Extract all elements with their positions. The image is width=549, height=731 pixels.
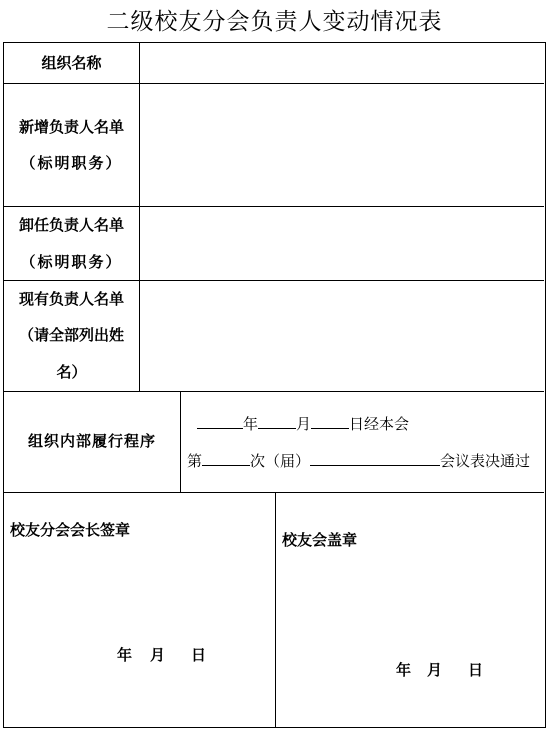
column-divider bbox=[275, 492, 276, 728]
row-divider bbox=[4, 492, 544, 493]
month-label: 月 bbox=[296, 415, 312, 433]
change-form-table bbox=[3, 42, 546, 728]
current-leaders-label-line3: 名） bbox=[56, 363, 87, 381]
column-divider bbox=[180, 391, 181, 492]
session-number-blank[interactable] bbox=[202, 451, 250, 466]
form-title: 二级校友分会负责人变动情况表 bbox=[106, 9, 443, 35]
procedure-session-line bbox=[187, 450, 530, 471]
meeting-name-blank[interactable] bbox=[310, 451, 440, 466]
current-leaders-field[interactable] bbox=[141, 282, 543, 390]
row-divider bbox=[4, 83, 544, 84]
org-name-field[interactable] bbox=[141, 44, 543, 82]
month-blank[interactable] bbox=[258, 414, 296, 429]
former-leaders-area[interactable] bbox=[141, 208, 543, 279]
current-leaders-label-line2: （请全部列出姓 bbox=[18, 326, 124, 344]
seal-date-day: 日 bbox=[468, 661, 484, 679]
session-suffix: 次（届） bbox=[250, 452, 311, 470]
alumni-seal-area[interactable] bbox=[277, 494, 544, 727]
day-blank[interactable] bbox=[311, 414, 349, 429]
vote-passed-text: 会议表决通过 bbox=[440, 452, 531, 470]
session-prefix: 第 bbox=[187, 452, 203, 470]
new-leaders-label-line2: （标明职务） bbox=[20, 154, 123, 172]
president-signature-area[interactable] bbox=[5, 494, 273, 727]
president-date-year: 年 bbox=[117, 646, 133, 664]
procedure-label: 组织内部履行程序 bbox=[27, 432, 156, 450]
day-meeting-text: 日经本会 bbox=[349, 415, 410, 433]
new-leaders-label-line1: 新增负责人名单 bbox=[18, 118, 124, 136]
current-leaders-label-line1: 现有负责人名单 bbox=[18, 290, 124, 308]
alumni-seal-label: 校友会盖章 bbox=[282, 531, 358, 549]
org-name-label: 组织名称 bbox=[41, 54, 102, 72]
seal-date-year: 年 bbox=[396, 661, 412, 679]
column-divider bbox=[139, 43, 140, 391]
seal-date-month: 月 bbox=[427, 661, 443, 679]
year-blank[interactable] bbox=[197, 414, 243, 429]
former-leaders-label-line2: （标明职务） bbox=[20, 253, 123, 271]
new-leaders-field[interactable] bbox=[141, 85, 543, 205]
alumni-seal-date bbox=[396, 659, 483, 680]
president-signature-date bbox=[117, 644, 206, 665]
president-signature-label: 校友分会会长签章 bbox=[10, 521, 131, 539]
year-label: 年 bbox=[243, 415, 259, 433]
procedure-date-line bbox=[197, 413, 409, 434]
row-divider bbox=[4, 391, 544, 392]
president-date-day: 日 bbox=[191, 646, 207, 664]
former-leaders-label-line1: 卸任负责人名单 bbox=[18, 216, 124, 234]
president-date-month: 月 bbox=[150, 646, 166, 664]
